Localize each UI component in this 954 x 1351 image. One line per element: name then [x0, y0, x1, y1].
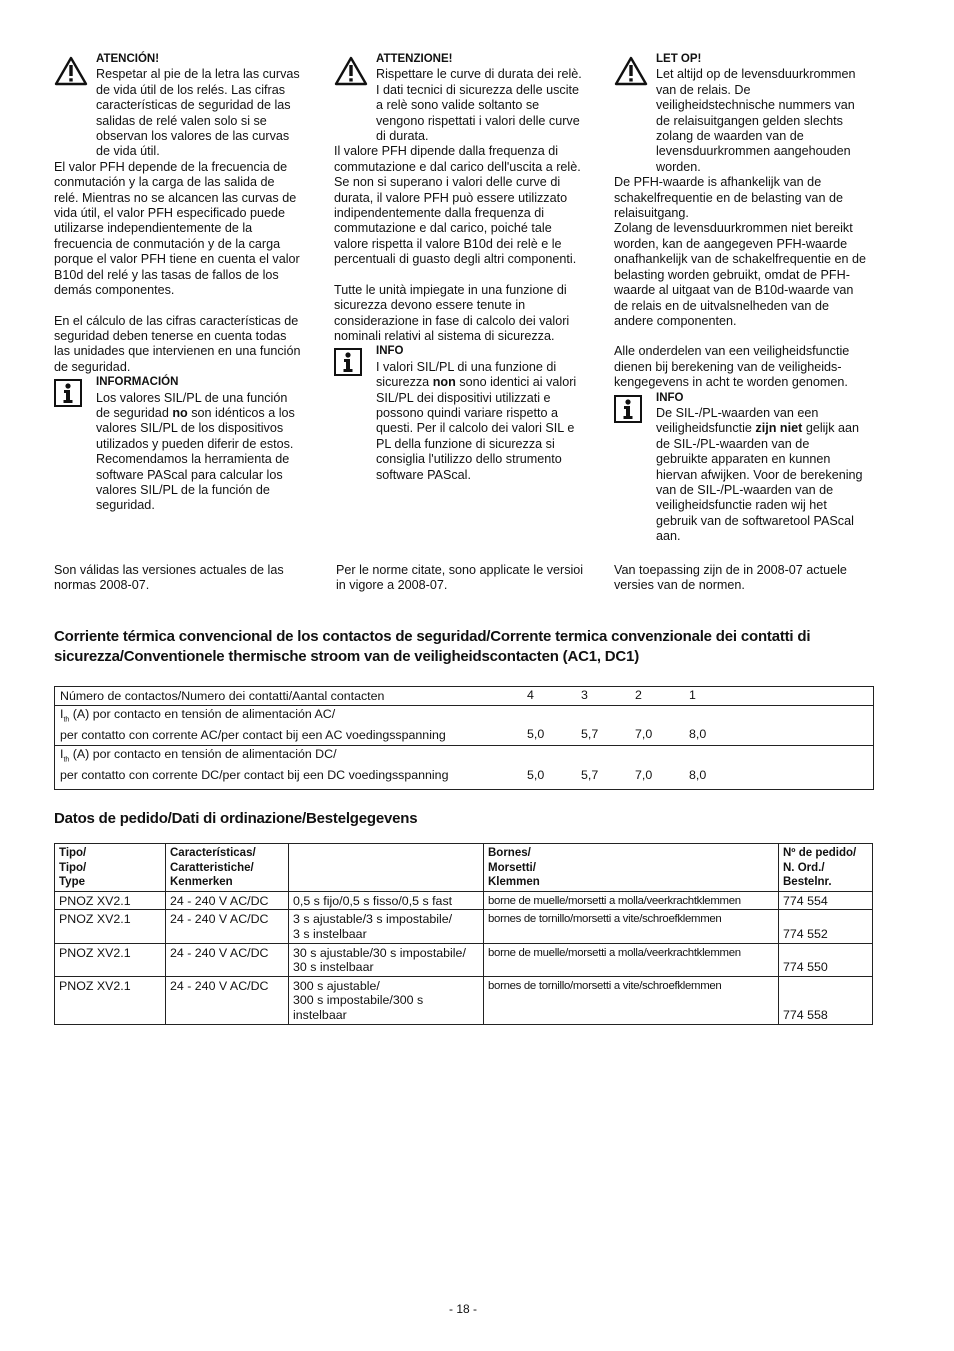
pfh-line: relaisuitgang. — [614, 206, 689, 221]
cell-voltage: 24 - 240 V AC/DC — [166, 891, 289, 910]
info-line: veiligheidsfunctie raden wij het — [656, 498, 827, 513]
header-terminals: Bornes/ Morsetti/ Klemmen — [484, 844, 779, 892]
order-heading: Datos de pedido/Dati di ordinazione/Bestelgegevens — [54, 810, 418, 827]
warning-line: worden. — [656, 159, 701, 174]
warning-line: salidas de relé valen solo si se — [96, 113, 267, 128]
warning-line: van de relais. De — [656, 82, 751, 97]
cell-type: PNOZ XV2.1 — [55, 891, 166, 910]
info-title: INFO — [376, 345, 404, 358]
pfh-line: El valor PFH depende de la frecuencia de — [54, 159, 288, 174]
cell-type: PNOZ XV2.1 — [55, 910, 166, 943]
info-line: de SIL-/PL-waarden van de — [656, 436, 810, 451]
pfh-line: andere componenten. — [614, 313, 737, 328]
pfh-line: Se non si superano i valori delle curve di — [334, 175, 561, 190]
info-line: seguridad. — [96, 498, 155, 513]
warning-line: vengono rispettati i valori delle curve — [376, 113, 580, 128]
footer-line: normas 2008-07. — [54, 578, 150, 593]
info-line: aan. — [656, 529, 681, 544]
warning-triangle-icon — [334, 56, 368, 90]
info-line: SIL/PL dei dispositivi utilizzati e — [376, 390, 551, 405]
pfh-line: demás componentes. — [54, 283, 175, 298]
footer-line: Van toepassing zijn de in 2008-07 actuele — [614, 563, 847, 577]
footer-line: in vigore a 2008-07. — [336, 578, 448, 593]
cell-type: PNOZ XV2.1 — [55, 976, 166, 1024]
info-note-it — [334, 344, 596, 483]
calc-line: nominali relativi al sistema di sicurezza. — [334, 328, 555, 343]
info-icon — [54, 379, 82, 411]
calc-line: seguridad deben tenerse en cuenta todas — [54, 328, 287, 343]
warning-line: Rispettare le curve di durata dei relè. — [376, 67, 582, 82]
warning-title: ATTENZIONE! — [376, 53, 453, 65]
table-cell: 8,0 — [689, 706, 743, 745]
cell-voltage: 24 - 240 V AC/DC — [166, 976, 289, 1024]
header-type: Tipo/ Tipo/ Type — [55, 844, 166, 892]
cell-terminals: bornes de tornillo/morsetti a vite/schroefklemmen — [484, 910, 779, 943]
pfh-line: waarde al uitgaat van de B10d-waarde van — [614, 283, 854, 298]
warning-line: Respetar al pie de la letra las curvas — [96, 67, 300, 82]
table-cell: 5,7 — [581, 745, 635, 789]
pfh-line: de relais en de uitvalsnelheden van de — [614, 298, 829, 313]
info-line: I valori SIL/PL di una funzione di — [376, 359, 557, 374]
info-line: Los valores SIL/PL de una función — [96, 390, 288, 405]
footer-line: Son válidas las versiones actuales de las — [54, 563, 284, 577]
table-cell: 5,0 — [527, 706, 581, 745]
info-line: possono quindi variare rispetto a — [376, 405, 559, 420]
info-line: software PAScal. — [376, 467, 471, 482]
footer-es — [54, 563, 304, 594]
warning-line: I dati tecnici di sicurezza delle uscite — [376, 82, 579, 97]
calc-line: dienen bij berekening van de veiligheids- — [614, 359, 842, 374]
header-features: Características/ Caratteristiche/ Kenmerken — [166, 844, 289, 892]
warning-note-es — [54, 52, 316, 160]
pfh-line: porque el valor PFH tiene en cuenta el valor — [54, 252, 300, 267]
cell-time: 300 s ajustable/ 300 s impostabile/300 s instelbaar — [289, 976, 484, 1024]
cell-time: 0,5 s fijo/0,5 s fisso/0,5 s fast — [289, 891, 484, 910]
info-line: utilizados y pueden diferir de estos. — [96, 436, 294, 451]
info-line: PL della funzione di sicurezza si — [376, 436, 555, 451]
table-row — [55, 910, 873, 943]
cell-voltage: 24 - 240 V AC/DC — [166, 910, 289, 943]
column-nl — [614, 52, 876, 545]
table-row — [55, 943, 873, 976]
warning-line: características de seguridad de las — [96, 98, 291, 113]
row-label: $I_{th}$ (A) por contacto en tensión de alimentación AC/ per contatto con corrente AC/per contact bij een AC voedingsspanning — [55, 706, 528, 745]
warning-line: di durata. — [376, 129, 429, 144]
cell-order-no: 774 552 — [779, 910, 873, 943]
pfh-line: valore rispetta il valore B10d dei relè e le — [334, 236, 562, 251]
cell-order-no: 774 554 — [779, 891, 873, 910]
footer-line: versies van de normen. — [614, 578, 745, 593]
pfh-line: indipendentemente dalla frequenza di — [334, 206, 545, 221]
thermal-heading: Corriente térmica convencional de los contactos de seguridad/Corrente termica convenzionale dei contatti di sicurezza/Conventionele thermische stroom van de veiligheidscontacten (AC1, DC1) — [54, 628, 811, 665]
calc-line: En el cálculo de las cifras características de — [54, 313, 299, 328]
cell-terminals: borne de muelle/morsetti a molla/veerkrachtklemmen — [484, 943, 779, 976]
warning-line: observan los valores de las curvas — [96, 129, 290, 144]
footer-it — [336, 563, 586, 594]
table-row — [55, 706, 874, 745]
info-icon — [614, 395, 642, 427]
info-line: veiligheidsfunctie zijn niet gelijk aan — [656, 421, 860, 436]
pfh-line: commutazione e dal carico, poiché tale — [334, 221, 552, 236]
calc-line: Tutte le unità impiegate in una funzione di — [334, 282, 567, 297]
warning-line: de vida útil de los relés. Las cifras — [96, 82, 285, 97]
warning-line: de vida útil. — [96, 144, 160, 159]
info-line: valores SIL/PL de la función de — [96, 482, 270, 497]
info-emphasis: zijn niet — [755, 421, 803, 436]
calc-line: las unidades que intervienen en una función — [54, 344, 301, 359]
warning-line: levensduurkrommen aangehouden — [656, 144, 851, 159]
cell-terminals: borne de muelle/morsetti a molla/veerkrachtklemmen — [484, 891, 779, 910]
warning-line: zolang de waarden van de — [656, 129, 804, 144]
pfh-line: frecuencia de conmutación y de la carga — [54, 236, 281, 251]
table-cell: 1 — [689, 687, 743, 706]
pfh-line: Zolang de levensduurkrommen niet bereikt — [614, 221, 853, 236]
warning-triangle-icon — [54, 56, 88, 90]
table-cell: 3 — [581, 687, 635, 706]
footer-nl — [614, 563, 864, 594]
cell-order-no: 774 558 — [779, 976, 873, 1024]
row-label: $I_{th}$ (A) por contacto en tensión de alimentación DC/ per contatto con corrente DC/per contact bij een DC voedingsspanning — [55, 745, 528, 789]
table-header-row — [55, 844, 873, 892]
calc-line: Alle onderdelen van een veiligheidsfunctie — [614, 344, 850, 359]
info-line: software PAScal para calcular los — [96, 467, 283, 482]
calc-line: considerazione in fase di calcolo dei valori — [334, 313, 570, 328]
info-line: valores SIL/PL de los dispositivos — [96, 421, 284, 436]
pfh-line: belasting worden gebruikt, omdat de PFH- — [614, 267, 850, 282]
table-cell: 7,0 — [635, 706, 689, 745]
pfh-line: utilizarse independientemente de la — [54, 221, 253, 236]
header-order-no: Nº de pedido/ N. Ord./ Bestelnr. — [779, 844, 873, 892]
table-cell: 2 — [635, 687, 689, 706]
info-title: INFO — [656, 391, 684, 404]
info-line: De SIL-/PL-waarden van een — [656, 405, 819, 420]
pfh-line: schakelfrequentie en de belasting van de — [614, 190, 843, 205]
info-line: de seguridad no son idénticos a los — [96, 405, 295, 420]
cell-order-no: 774 550 — [779, 943, 873, 976]
table-cell: 8,0 — [689, 745, 743, 789]
warning-line: a relè sono valide soltanto se — [376, 98, 540, 113]
cell-terminals: bornes de tornillo/morsetti a vite/schroefklemmen — [484, 976, 779, 1024]
column-es — [54, 52, 316, 514]
table-row — [55, 976, 873, 1024]
warning-note-nl — [614, 52, 876, 175]
table-cell: 5,0 — [527, 745, 581, 789]
calc-line: kengegevens in acht te worden genomen. — [614, 375, 848, 390]
warning-title: LET OP! — [656, 53, 702, 65]
order-data-table — [54, 843, 873, 1025]
info-line: hiervan afwijken. Voor de berekening — [656, 467, 863, 482]
warning-line: de relaisuitgangen gelden slechts — [656, 113, 843, 128]
table-row — [55, 745, 874, 789]
info-line: sicurezza non sono identici ai valori — [376, 375, 577, 390]
pfh-line: commutazione e dal carico dell'uscita a relè. — [334, 159, 581, 174]
column-it — [334, 52, 596, 483]
table-row — [55, 891, 873, 910]
page-number: - 18 - — [448, 1302, 477, 1316]
cell-time: 3 s ajustable/3 s impostabile/ 3 s instelbaar — [289, 910, 484, 943]
pfh-line: durata, il valore PFH può essere utilizzato — [334, 190, 568, 205]
pfh-line: worden, kan de aangegeven PFH-waarde — [614, 236, 848, 251]
info-line: gebruikte apparaten en kunnen — [656, 452, 831, 467]
cell-time: 30 s ajustable/30 s impostabile/ 30 s instelbaar — [289, 943, 484, 976]
header-label: Número de contactos/Numero dei contatti/Aantal contacten — [55, 687, 528, 706]
pfh-line: onafhankelijk van de schakelfrequentie en de — [614, 252, 867, 267]
calc-line: sicurezza devono essere tenute in — [334, 298, 526, 313]
warning-line: veiligheidstechnische nummers van — [656, 98, 855, 113]
info-emphasis: non — [432, 375, 456, 390]
info-line: van de SIL-/PL-waarden van de — [656, 482, 834, 497]
pfh-line: De PFH-waarde is afhankelijk van de — [614, 175, 822, 190]
warning-line: Let altijd op de levensduurkrommen — [656, 67, 856, 82]
cell-voltage: 24 - 240 V AC/DC — [166, 943, 289, 976]
thermal-current-table — [54, 686, 874, 790]
table-cell: 4 — [527, 687, 581, 706]
info-line: gebruik van de softwaretool PAScal — [656, 513, 854, 528]
info-note-es — [54, 375, 316, 514]
calc-line: de seguridad. — [54, 359, 131, 374]
cell-type: PNOZ XV2.1 — [55, 943, 166, 976]
info-emphasis: no — [172, 405, 188, 420]
info-title: INFORMACIÓN — [96, 376, 179, 389]
info-line: questi. Per il calcolo dei valori SIL e — [376, 421, 575, 436]
footer-line: Per le norme citate, sono applicate le versioi — [336, 563, 584, 577]
pfh-line: B10d del relé y las tasas de fallos de los — [54, 267, 279, 282]
warning-title: ATENCIÓN! — [96, 53, 160, 65]
pfh-line: relé. Mientras no se alcancen las curvas de — [54, 190, 297, 205]
pfh-line: vida útil, el valor PFH especificado puede — [54, 206, 286, 221]
warning-note-it — [334, 52, 596, 144]
warning-triangle-icon — [614, 56, 648, 90]
header-blank — [289, 844, 484, 892]
pfh-line: percentuali di guasto degli altri componenti. — [334, 252, 577, 267]
info-note-nl — [614, 391, 876, 545]
info-line: consiglia l'utilizzo dello strumento — [376, 452, 562, 467]
pfh-line: Il valore PFH dipende dalla frequenza di — [334, 144, 559, 159]
pfh-line: conmutación y la carga de las salida de — [54, 175, 275, 190]
info-icon — [334, 348, 362, 380]
info-line: Recomendamos la herramienta de — [96, 452, 290, 467]
table-cell: 7,0 — [635, 745, 689, 789]
table-header-row — [55, 687, 874, 706]
table-cell: 5,7 — [581, 706, 635, 745]
